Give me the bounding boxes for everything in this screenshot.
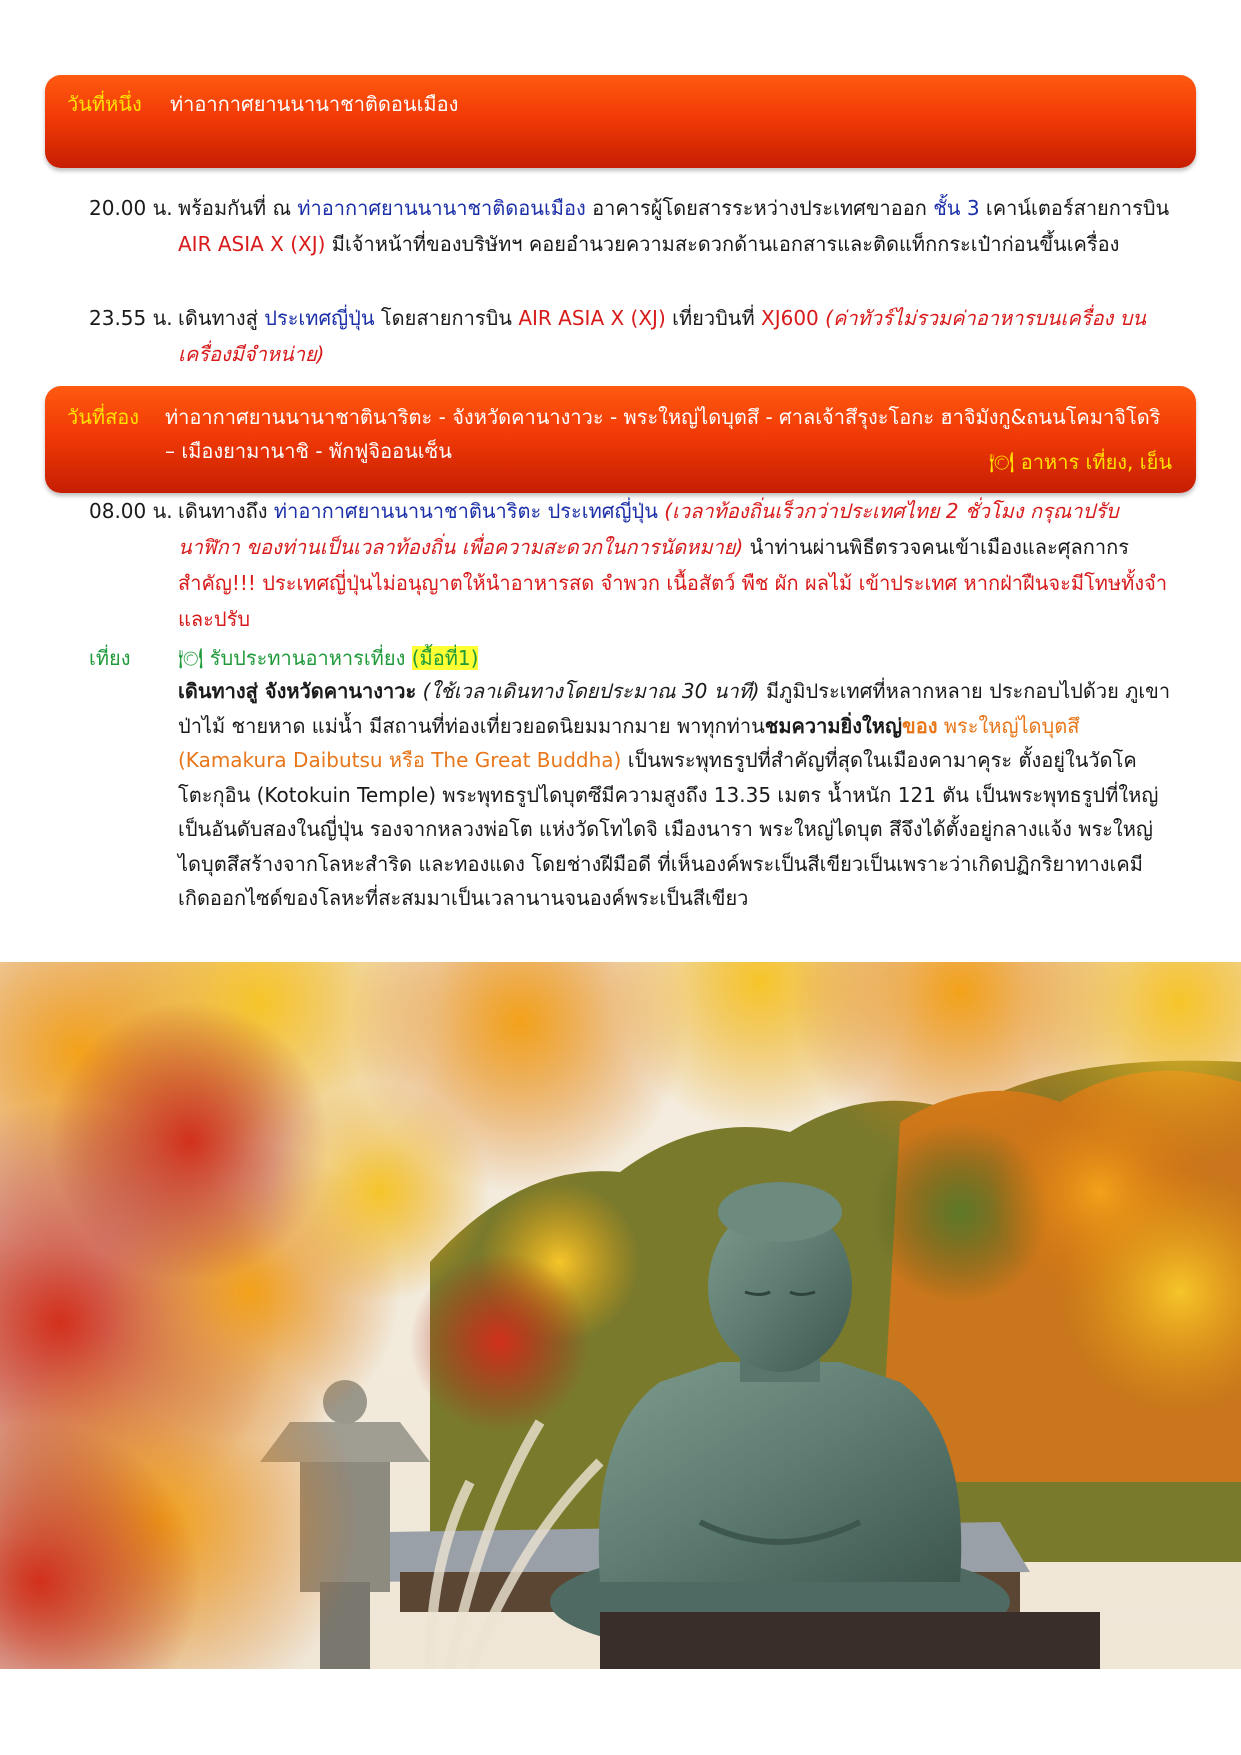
- day2-title: ท่าอากาศยานนานาชาตินาริตะ - จังหวัดคานางาวะ - พระใหญ่ไดบุตสึ - ศาลเจ้าสึรุงะโอกะ ฮาจิมังกู&ถนนโคมาจิโดริ – เมืองยามานาชิ - พักฟูจิออนเซ็น: [165, 405, 1161, 463]
- airline-name: AIR ASIA X (XJ): [178, 232, 326, 256]
- meal-icon: 🍽: [178, 646, 204, 670]
- airport-name: ท่าอากาศยานนานาชาตินาริตะ ประเทศญี่ปุ่น: [273, 499, 658, 523]
- destination-country: ประเทศญี่ปุ่น: [264, 306, 375, 330]
- travel-duration: (ใช้เวลาเดินทางโดยประมาณ 30 นาที): [416, 679, 760, 703]
- floor-number: ชั้น 3: [933, 196, 980, 220]
- timezone-note: (เวลาท้องถิ่นเร็วกว่าประเทศไทย 2 ชั่วโมง กรุณาปรับนาฬิกา ของท่านเป็นเวลาท้องถิ่น เพื่อความสะดวกในการนัดหมาย): [178, 499, 1119, 559]
- meal-note: (ค่าทัวร์ไม่รวมค่าอาหารบนเครื่อง บนเครื่องมีจำหน่าย): [178, 306, 1146, 366]
- flight-number: XJ600: [761, 306, 819, 330]
- great-buddha-photo: [0, 962, 1241, 1669]
- itinerary-entry-0800: [89, 493, 1171, 637]
- entry-time: เที่ยง: [89, 646, 131, 670]
- day1-banner: [45, 75, 1196, 168]
- travel-heading: เดินทางสู่ จังหวัดคานางาวะ: [178, 679, 417, 703]
- lunch-line: 🍽 รับประทานอาหารเที่ยง (มื้อที่1): [178, 646, 479, 670]
- entry-description: เดินทางสู่ จังหวัดคานางาวะ (ใช้เวลาเดินทางโดยประมาณ 30 นาที) มีภูมิประเทศที่หลากหลาย ประกอบไปด้วย ภูเขา ป่าไม้ ชายหาด แม่น้ำ มีสถานที่ท่องเที่ยวยอดนิยมมากมาย พาทุกท่านชมความยิ่งใหญ่ของ พระใหญ่ไดบุตสึ (Kamakura Daibutsu หรือ The Great Buddha) เป็นพระพุทธรูปที่สำคัญที่สุดในเมืองคามาคุระ ตั้งอยู่ในวัดโคโตะกุอิน (Kotokuin Temple) พระพุทธรูปไดบุตซึมีความสูงถึง 13.35 เมตร น้ำหนัก 121 ตัน เป็นพระพุทธรูปที่ใหญ่เป็นอันดับสองในญี่ปุ่น รองจากหลวงพ่อโต แห่งวัดโทไดจิ เมืองนารา พระใหญ่ไดบุต สึจึงได้ตั้งอยู่กลางแจ้ง พระใหญ่ไดบุตสึสร้างจากโลหะสำริด และทองแดง โดยช่างฝีมือดี ที่เห็นองค์พระเป็นสีเขียวเป็นเพราะว่าเกิดปฏิกริยาทางเคมี เกิดออกไซด์ของโลหะที่สะสมมาเป็นเวลานานจนองค์พระเป็นสีเขียว: [178, 679, 1171, 910]
- meal-icon: 🍽: [989, 450, 1015, 474]
- entry-time: 08.00 น.: [89, 499, 173, 523]
- itinerary-entry-kanagawa: [89, 674, 1171, 916]
- entry-description: เดินทางถึง ท่าอากาศยานนานาชาตินาริตะ ประเทศญี่ปุ่น (เวลาท้องถิ่นเร็วกว่าประเทศไทย 2 ชั่วโมง กรุณาปรับนาฬิกา ของท่านเป็นเวลาท้องถิ่น เพื่อความสะดวกในการนัดหมาย) นำท่านผ่านพิธีตรวจคนเข้าเมืองและศุลกากร สำคัญ!!! ประเทศญี่ปุ่นไม่อนุญาตให้นำอาหารสด จำพวก เนื้อสัตว์ พืช ผัก ผลไม้ เข้าประเทศ หากฝ่าฝืนจะมีโทษทั้งจำและปรับ: [178, 499, 1168, 631]
- import-warning: สำคัญ!!! ประเทศญี่ปุ่นไม่อนุญาตให้นำอาหารสด จำพวก เนื้อสัตว์ พืช ผัก ผลไม้ เข้าประเทศ หากฝ่าฝืนจะมีโทษทั้งจำและปรับ: [178, 571, 1168, 631]
- itinerary-entry-lunch: [89, 640, 1171, 676]
- attraction-name: พระใหญ่ไดบุตสึ (Kamakura Daibutsu หรือ The Great Buddha): [178, 713, 1080, 772]
- meals-text: อาหาร เที่ยง, เย็น: [1020, 450, 1172, 474]
- itinerary-entry-2355: [89, 300, 1171, 372]
- entry-time: 20.00 น.: [89, 196, 173, 220]
- airport-name: ท่าอากาศยานนานาชาติดอนเมือง: [297, 196, 586, 220]
- entry-time: 23.55 น.: [89, 306, 173, 330]
- entry-description: เดินทางสู่ ประเทศญี่ปุ่น โดยสายการบิน AIR ASIA X (XJ) เที่ยวบินที่ XJ600 (ค่าทัวร์ไม่รวมค่าอาหารบนเครื่อง บนเครื่องมีจำหน่าย): [178, 306, 1146, 366]
- day1-label: วันที่หนึ่ง: [67, 92, 142, 116]
- itinerary-entry-2000: [89, 190, 1171, 262]
- day1-title: ท่าอากาศยานนานาชาติดอนเมือง: [170, 92, 459, 116]
- day2-banner: [45, 386, 1196, 493]
- day2-meals: [989, 445, 1172, 479]
- day2-label: วันที่สอง: [67, 405, 140, 429]
- airline-name: AIR ASIA X (XJ): [518, 306, 666, 330]
- meal-number: (มื้อที่1): [411, 646, 479, 670]
- entry-description: พร้อมกันที่ ณ ท่าอากาศยานนานาชาติดอนเมือง อาคารผู้โดยสารระหว่างประเทศขาออก ชั้น 3 เคาน์เตอร์สายการบิน AIR ASIA X (XJ) มีเจ้าหน้าที่ของบริษัทฯ คอยอำนวยความสะดวกด้านเอกสารและติดแท็กกระเป๋าก่อนขึ้นเครื่อง: [178, 196, 1170, 256]
